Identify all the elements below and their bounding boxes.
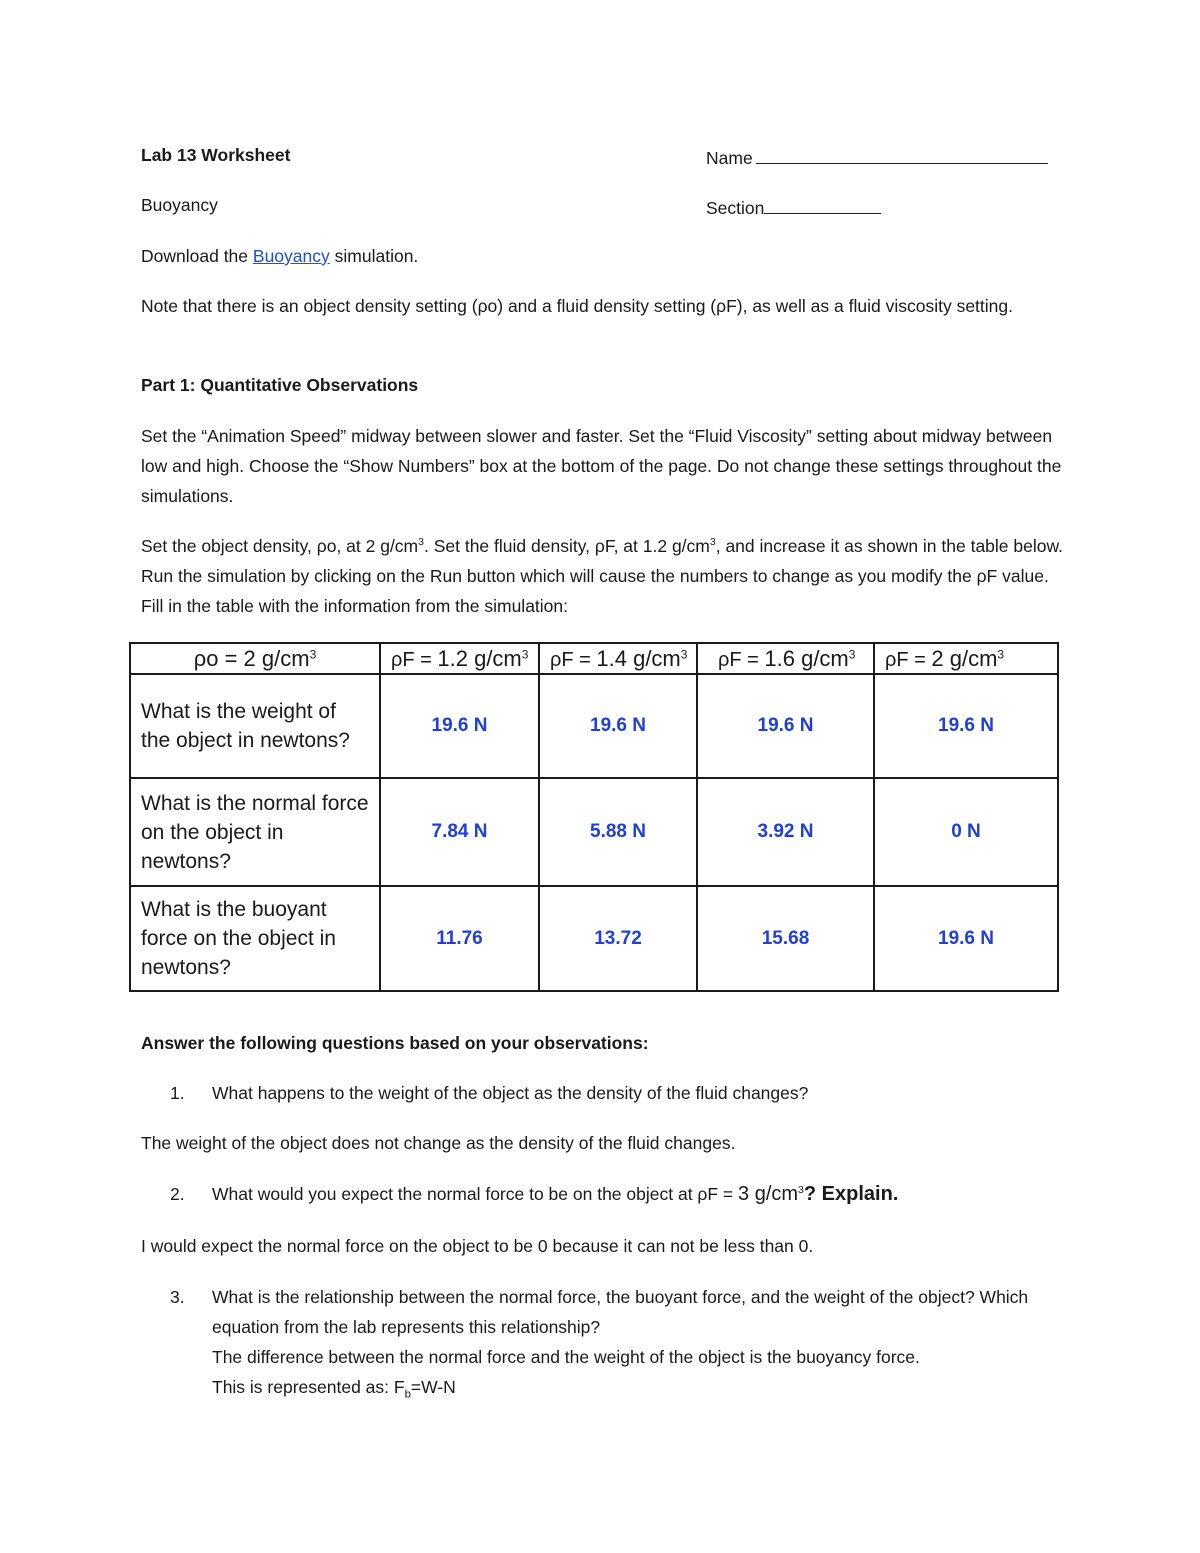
header-fluid-value: 1.6 g/cm (764, 645, 849, 671)
answer-3-prefix: This is represented as: F (212, 1377, 405, 1397)
header-fluid-value: 1.4 g/cm (596, 645, 681, 671)
header-fluid-value: 2 g/cm (931, 645, 998, 671)
download-line (141, 246, 418, 267)
question-2-number: 2. (170, 1184, 185, 1204)
row-question-normal-force: What is the normal force on the object in newtons? (130, 778, 380, 886)
answer-3-suffix: =W-N (410, 1377, 456, 1397)
question-1-number: 1. (170, 1083, 185, 1103)
header-fluid-value: 1.2 g/cm (437, 645, 522, 671)
table-row (130, 674, 1058, 778)
header-fluid-sup: 3 (521, 646, 529, 661)
header-fluid-prefix: ρF = (718, 648, 765, 671)
buoyancy-link[interactable]: Buoyancy (252, 246, 330, 266)
header-object-density-sup: 3 (309, 646, 317, 661)
weight-value: 19.6 N (380, 674, 539, 778)
question-3-text: What is the relationship between the normal force, the buoyant force, and the weight of the object? Which equation from the lab represents this relationship? (212, 1287, 1029, 1337)
worksheet-subtitle: Buoyancy (141, 195, 218, 215)
buoyant-force-value: 11.76 (380, 886, 539, 991)
header-fluid-prefix: ρF = (391, 648, 438, 671)
answer-3-line-2 (212, 1377, 456, 1401)
row-question-weight: What is the weight of the object in newtons? (130, 674, 380, 778)
table-header-row (130, 643, 1058, 674)
buoyant-force-value: 15.68 (697, 886, 874, 991)
density-text-a: Set the object density, ρo, at 2 g/cm (141, 536, 419, 556)
weight-value: 19.6 N (697, 674, 874, 778)
buoyant-force-value: 13.72 (539, 886, 697, 991)
normal-force-value: 3.92 N (697, 778, 874, 886)
header-fluid-sup: 3 (680, 646, 688, 661)
header-fluid-4 (874, 643, 1058, 674)
weight-value: 19.6 N (539, 674, 697, 778)
question-2-text (212, 1179, 1072, 1209)
settings-paragraph: Set the “Animation Speed” midway between slower and faster. Set the “Fluid Viscosity” setting about midway between low and high. Choose the “Show Numbers” box at the bottom of the page. Do not change these settings throughout the simulations. (141, 426, 1062, 506)
question-1-text: What happens to the weight of the object as the density of the fluid changes? (212, 1083, 809, 1103)
density-text-c: , and increase it as shown in the table below. Run the simulation by clicking on the Run button which will cause the numbers to change as you modify the ρF value. Fill in the table with the information from the simulation: (141, 536, 1064, 616)
density-text-b: . Set the fluid density, ρF, at 1.2 g/cm (423, 536, 710, 556)
question-2-part-b: 3 g/cm (738, 1183, 799, 1205)
header-fluid-prefix: ρF = (885, 648, 932, 671)
header-fluid-3 (697, 643, 874, 674)
download-suffix: simulation. (334, 246, 419, 266)
weight-value: 19.6 N (874, 674, 1058, 778)
normal-force-value: 5.88 N (539, 778, 697, 886)
density-sup-2: 3 (709, 536, 716, 549)
table-row (130, 886, 1058, 991)
name-field[interactable] (706, 145, 1048, 169)
header-fluid-2 (539, 643, 697, 674)
header-fluid-1 (380, 643, 539, 674)
header-object-density-text: ρo = 2 g/cm (193, 645, 310, 671)
answer-2: I would expect the normal force on the object to be 0 because it can not be less than 0. (141, 1236, 814, 1256)
answer-3-sub: b (404, 1388, 411, 1401)
part1-heading: Part 1: Quantitative Observations (141, 375, 419, 395)
name-blank[interactable] (756, 145, 1048, 164)
normal-force-value: 7.84 N (380, 778, 539, 886)
section-label: Section (706, 198, 765, 218)
density-paragraph (141, 531, 1071, 621)
section-blank[interactable] (764, 195, 881, 214)
answer-3-line-1: The difference between the normal force and the weight of the object is the buoyancy force. (212, 1347, 920, 1367)
header-fluid-prefix: ρF = (550, 648, 597, 671)
answer-1: The weight of the object does not change as the density of the fluid changes. (141, 1133, 736, 1153)
question-3-number: 3. (170, 1287, 185, 1307)
note-paragraph: Note that there is an object density setting (ρo) and a fluid density setting (ρF), as well as a fluid viscosity setting. (141, 296, 1013, 316)
density-sup-1: 3 (418, 536, 424, 549)
header-object-density (130, 643, 380, 674)
question-2-sup: 3 (798, 1184, 804, 1197)
name-label: Name (706, 148, 753, 168)
question-2-part-c: ? Explain. (803, 1183, 899, 1205)
worksheet-title: Lab 13 Worksheet (141, 145, 291, 165)
header-fluid-sup: 3 (848, 646, 856, 661)
question-2-part-a: What would you expect the normal force to be on the object at ρF = (212, 1184, 739, 1204)
section-field[interactable] (706, 195, 881, 219)
questions-heading: Answer the following questions based on your observations: (141, 1033, 649, 1053)
observation-table (129, 642, 1059, 992)
header-fluid-sup: 3 (997, 646, 1005, 661)
buoyant-force-value: 19.6 N (874, 886, 1058, 991)
download-prefix: Download the (141, 246, 249, 266)
row-question-buoyant-force: What is the buoyant force on the object in newtons? (130, 886, 380, 991)
table-row (130, 778, 1058, 886)
normal-force-value: 0 N (874, 778, 1058, 886)
